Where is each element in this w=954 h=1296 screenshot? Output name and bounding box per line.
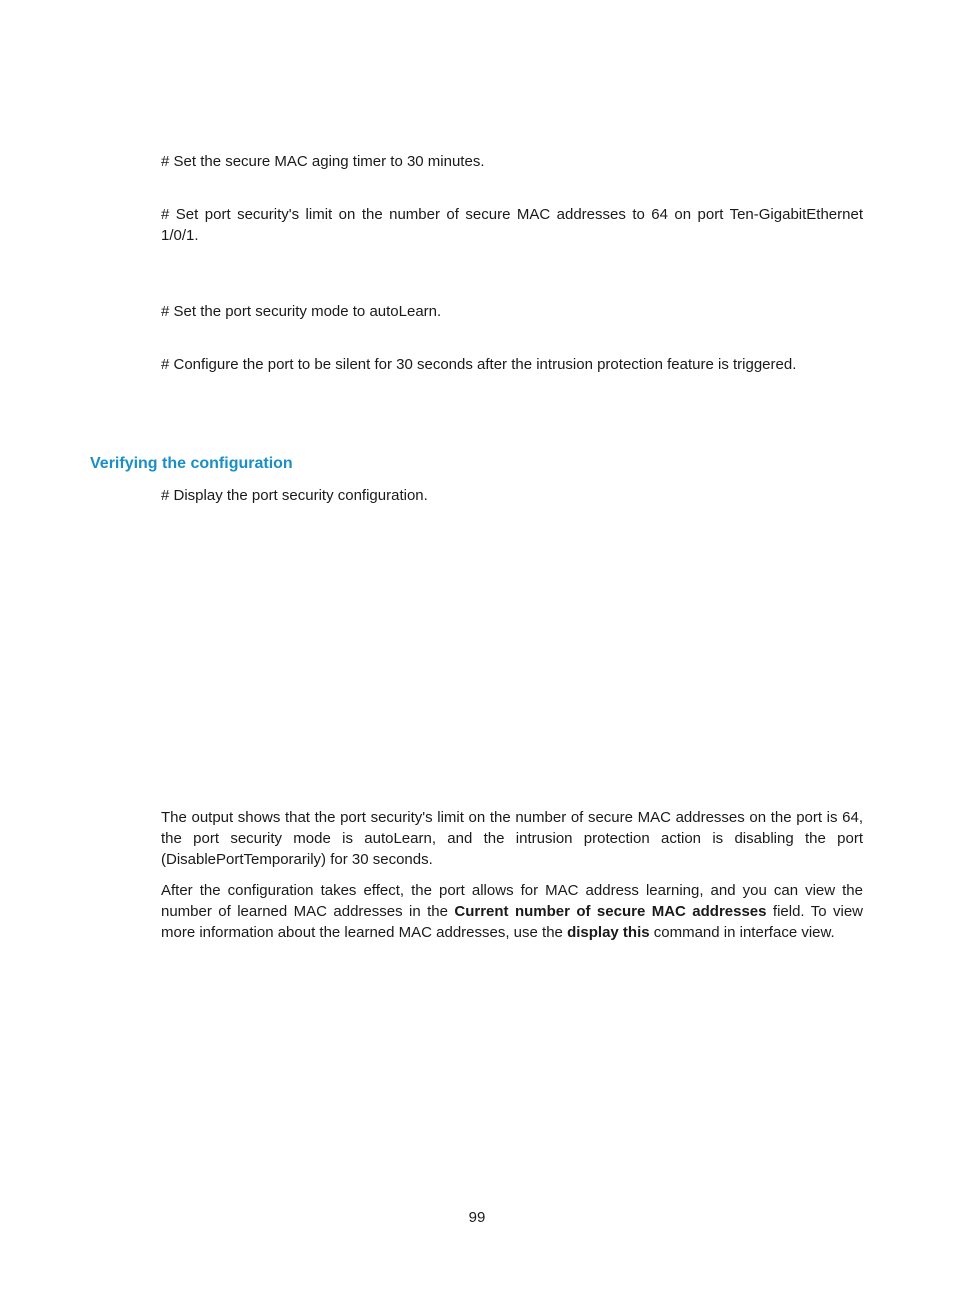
command-name-bold: display this xyxy=(567,924,650,941)
page-number: 99 xyxy=(468,1209,486,1226)
step-mac-limit-line2: 1/0/1. xyxy=(161,227,199,244)
after-text-3: command in interface view. xyxy=(649,924,835,941)
after-text-2: field. To view more information about the learned MAC addresses, use the xyxy=(161,903,863,941)
after-config-paragraph xyxy=(161,880,863,943)
output-paragraph: The output shows that the port security's limit on the number of secure MAC addresses on the port is 64, the port security mode is autoLearn, and the intrusion protection action is disabling the port (DisablePortTemporarily) for 30 seconds. xyxy=(161,809,863,868)
section-heading: Verifying the configuration xyxy=(90,455,293,472)
step-mac-limit-line1: # Set port security's limit on the number of secure MAC addresses to 64 on port Ten-GigabitEthernet xyxy=(161,206,863,223)
after-text-1: After the configuration takes effect, the port allows for MAC address learning, and you can view the number of learned MAC addresses in the xyxy=(161,882,863,920)
step-security-mode: # Set the port security mode to autoLearn. xyxy=(161,303,442,320)
step-aging-timer: # Set the secure MAC aging timer to 30 minutes. xyxy=(161,153,485,170)
step-silent-period: # Configure the port to be silent for 30 seconds after the intrusion protection feature is triggered. xyxy=(161,356,797,373)
step-mac-limit xyxy=(161,204,863,246)
step-display-config: # Display the port security configuration. xyxy=(161,487,428,504)
field-name-bold: Current number of secure MAC addresses xyxy=(454,903,767,920)
